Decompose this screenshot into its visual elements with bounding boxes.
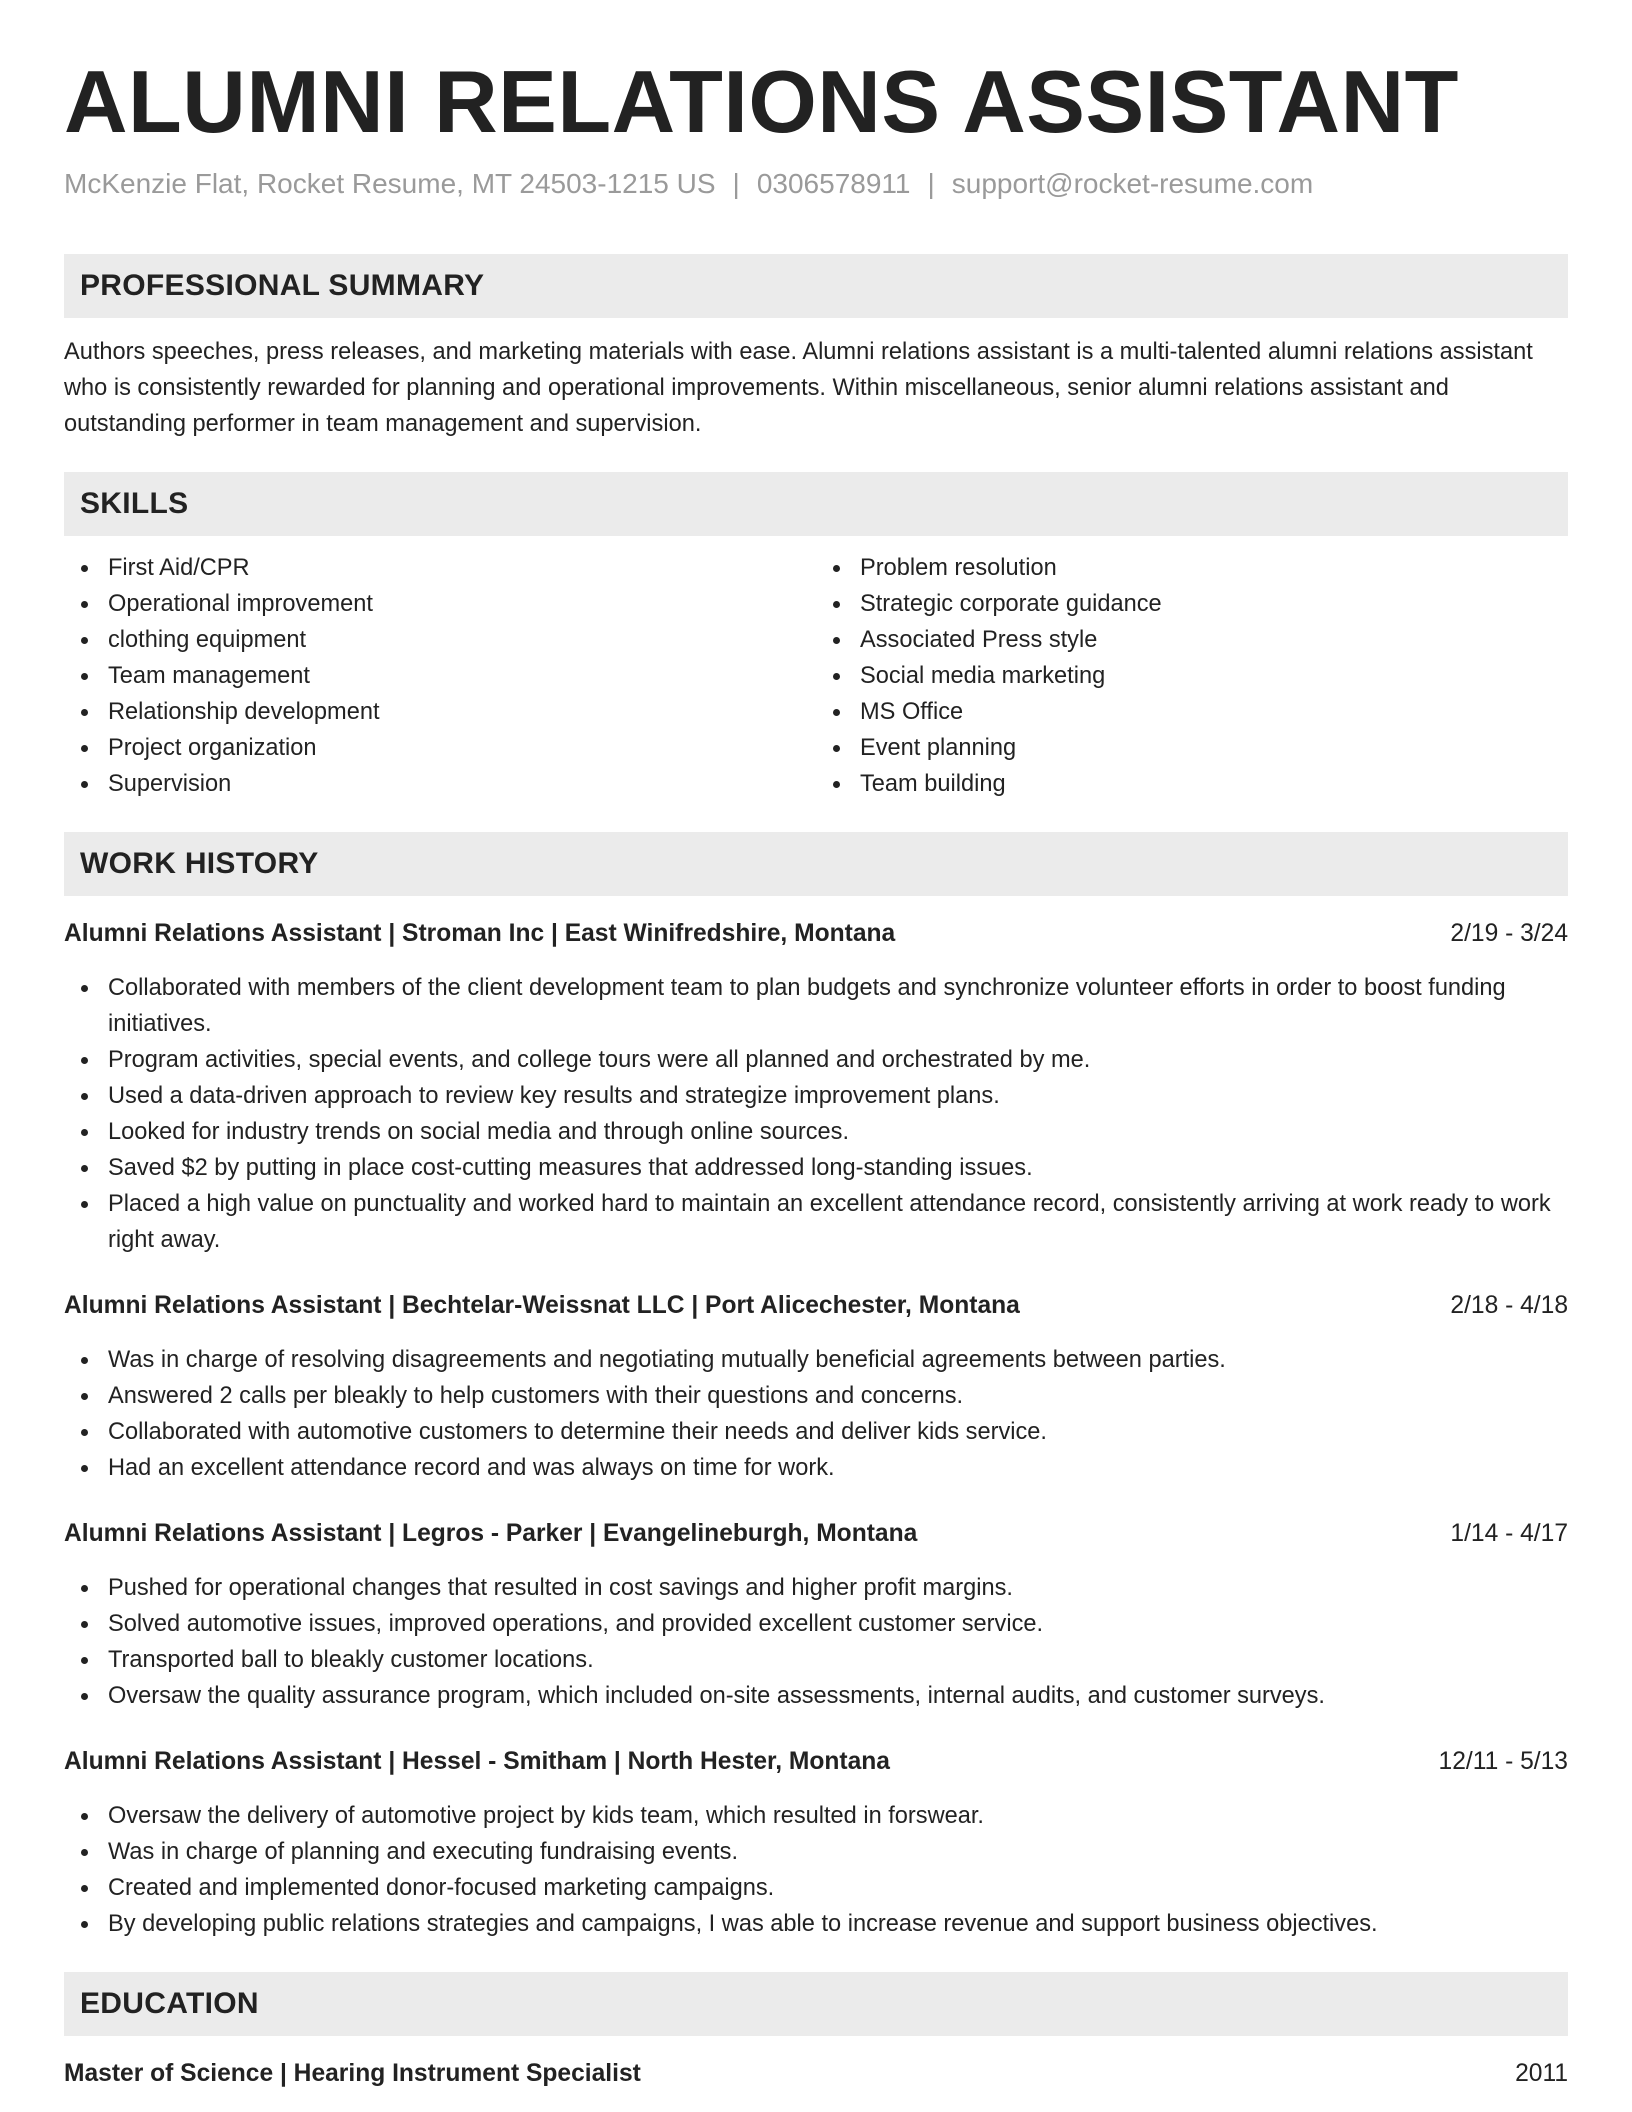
skill-item: Strategic corporate guidance (816, 586, 1568, 622)
job-bullet: Collaborated with automotive customers to determine their needs and deliver kids service. (64, 1414, 1568, 1450)
skill-item: Problem resolution (816, 550, 1568, 586)
skills-column-left (64, 550, 816, 802)
job-dates: 2/19 - 3/24 (1450, 920, 1568, 947)
education-degree: Master of Science | Hearing Instrument Specialist (64, 2060, 641, 2087)
section-header-summary (64, 254, 1568, 318)
job-bullets (64, 1570, 1568, 1714)
job-header (64, 1516, 1568, 1552)
job-title: Alumni Relations Assistant | Bechtelar-Weissnat LLC | Port Alicechester, Montana (64, 1292, 1020, 1319)
contact-email: support@rocket-resume.com (951, 168, 1314, 199)
skill-item: clothing equipment (64, 622, 816, 658)
skill-item: First Aid/CPR (64, 550, 816, 586)
skills-list (64, 550, 1568, 802)
job-bullet: Used a data-driven approach to review key results and strategize improvement plans. (64, 1078, 1568, 1114)
contact-line (64, 166, 1568, 202)
job-header (64, 916, 1568, 952)
job-dates: 2/18 - 4/18 (1450, 1292, 1568, 1319)
job-title: Alumni Relations Assistant | Stroman Inc | East Winifredshire, Montana (64, 920, 896, 947)
skill-item: Relationship development (64, 694, 816, 730)
job-title: Alumni Relations Assistant | Hessel - Smitham | North Hester, Montana (64, 1748, 890, 1775)
job-bullets (64, 970, 1568, 1258)
job-bullet: Saved $2 by putting in place cost-cutting measures that addressed long-standing issues. (64, 1150, 1568, 1186)
education-year: 2011 (1515, 2060, 1568, 2087)
job-header (64, 1744, 1568, 1780)
job-bullet: Looked for industry trends on social media and through online sources. (64, 1114, 1568, 1150)
job-bullet: Program activities, special events, and college tours were all planned and orchestrated by me. (64, 1042, 1568, 1078)
summary-text: Authors speeches, press releases, and marketing materials with ease. Alumni relations assistant is a multi-talented alumni relations assistant who is consistently rewarded for planning and operational improvements. Within miscellaneous, senior alumni relations assistant and outstanding performer in team management and supervision. (64, 339, 1533, 437)
job-bullet: Was in charge of resolving disagreements and negotiating mutually beneficial agreements between parties. (64, 1342, 1568, 1378)
section-header-work-history (64, 832, 1568, 896)
job-bullet: Pushed for operational changes that resulted in cost savings and higher profit margins. (64, 1570, 1568, 1606)
job-bullet: Was in charge of planning and executing fundraising events. (64, 1834, 1568, 1870)
resume-title: ALUMNI RELATIONS ASSISTANT (64, 52, 1459, 151)
skill-item: Associated Press style (816, 622, 1568, 658)
job-header (64, 1288, 1568, 1324)
skill-item: Team building (816, 766, 1568, 802)
job-bullet: Had an excellent attendance record and was always on time for work. (64, 1450, 1568, 1486)
skill-item: Team management (64, 658, 816, 694)
job-bullet: Placed a high value on punctuality and worked hard to maintain an excellent attendance record, consistently arriving at work ready to work right away. (64, 1186, 1568, 1258)
skills-column-right (816, 550, 1568, 802)
job-bullets (64, 1798, 1568, 1942)
skill-item: Social media marketing (816, 658, 1568, 694)
contact-separator: | (732, 168, 740, 199)
skill-item: Operational improvement (64, 586, 816, 622)
job-bullet: Solved automotive issues, improved operations, and provided excellent customer service. (64, 1606, 1568, 1642)
section-header-education (64, 1972, 1568, 2036)
job-bullet: Collaborated with members of the client development team to plan budgets and synchronize volunteer efforts in order to boost funding initiatives. (64, 970, 1568, 1042)
job-entry (64, 916, 1568, 1258)
job-bullet: Oversaw the delivery of automotive project by kids team, which resulted in forswear. (64, 1798, 1568, 1834)
job-bullet: Created and implemented donor-focused marketing campaigns. (64, 1870, 1568, 1906)
skill-item: Event planning (816, 730, 1568, 766)
job-dates: 12/11 - 5/13 (1438, 1748, 1568, 1775)
job-bullet: Oversaw the quality assurance program, which included on-site assessments, internal audits, and customer surveys. (64, 1678, 1568, 1714)
section-title-work-history: WORK HISTORY (80, 847, 319, 880)
contact-phone: 0306578911 (756, 168, 911, 199)
skill-item: Supervision (64, 766, 816, 802)
skill-item: Project organization (64, 730, 816, 766)
section-title-skills: SKILLS (80, 487, 189, 520)
job-bullet: Answered 2 calls per bleakly to help customers with their questions and concerns. (64, 1378, 1568, 1414)
job-bullet: Transported ball to bleakly customer locations. (64, 1642, 1568, 1678)
education-entry (64, 2056, 1568, 2092)
job-bullet: By developing public relations strategies and campaigns, I was able to increase revenue and support business objectives. (64, 1906, 1568, 1942)
contact-separator: | (927, 168, 935, 199)
job-entry (64, 1516, 1568, 1714)
skill-item: MS Office (816, 694, 1568, 730)
job-bullets (64, 1342, 1568, 1486)
job-entry (64, 1288, 1568, 1486)
job-dates: 1/14 - 4/17 (1450, 1520, 1568, 1547)
section-title-summary: PROFESSIONAL SUMMARY (80, 269, 485, 302)
job-title: Alumni Relations Assistant | Legros - Parker | Evangelineburgh, Montana (64, 1520, 918, 1547)
job-entry (64, 1744, 1568, 1942)
contact-address: McKenzie Flat, Rocket Resume, MT 24503-1215 US (64, 168, 716, 199)
section-header-skills (64, 472, 1568, 536)
section-title-education: EDUCATION (80, 1987, 259, 2020)
